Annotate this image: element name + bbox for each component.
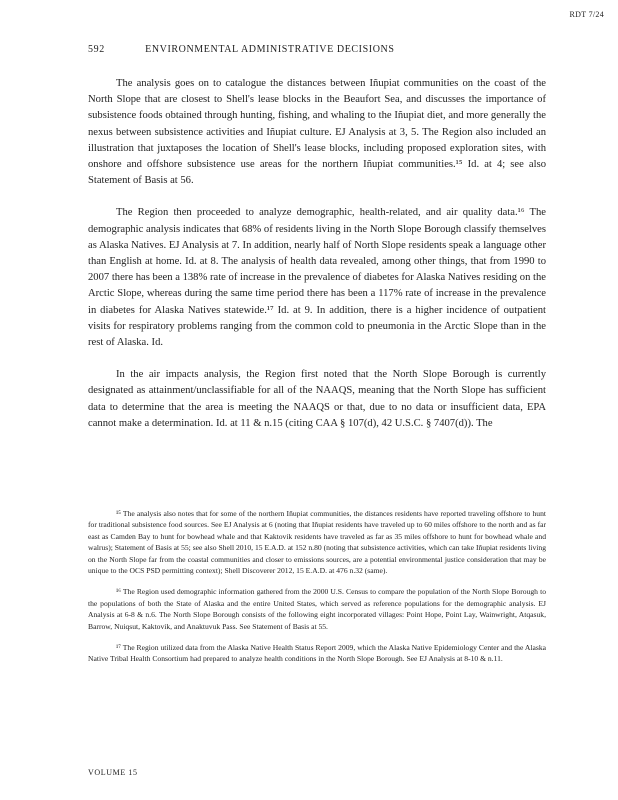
footnotes (88, 508, 546, 675)
body-paragraph: In the air impacts analysis, the Region first noted that the North Slope Borough is currently designated as attainment/unclassifiable for all of the NAAQS, meaning that the North Slope has sufficient data to determine that the area is meeting the NAAQS or that, due to no data or insufficient data, EPA cannot make a determination. Id. at 11 & n.15 (citing CAA § 107(d), 42 U.S.C. § 7407(d)). The (88, 369, 546, 429)
footnote: ¹⁷ The Region utilized data from the Alaska Native Health Status Report 2009, which the Alaska Native Epidemiology Center and the Alaska Native Tribal Health Consortium had prepared to analyze health conditions in the North Slope Borough. See EJ Analysis at 8-10 & n.11. (88, 643, 546, 664)
document-id: RDT 7/24 (569, 10, 604, 19)
footnote: ¹⁶ The Region used demographic information gathered from the 2000 U.S. Census to compare the population of the North Slope Borough to the populations of both the State of Alaska and the entire United States, which served as reference populations for the demographic analysis. EJ Analysis at 6-8 & n.6. The North Slope Borough consists of the following eight incorporated villages: Point Hope, Point Lay, Wainwright, Atqasuk, Barrow, Nuiqsut, Kaktovik, and Anaktuvuk Pass. See Statement of Basis at 55. (88, 587, 546, 631)
body-paragraph: The analysis goes on to catalogue the distances between Iñupiat communities on the coast of the North Slope that are closest to Shell's lease blocks in the Beaufort Sea, and discusses the importance of subsistence foods obtained through hunting, fishing, and whaling to the Iñupiat diet, and more generally the nexus between subsistence activities and Iñupiat culture. EJ Analysis at 3, 5. The Region also included an illustration that juxtaposes the location of Shell's lease blocks, including proposed exploration sites, with onshore and offshore subsistence use areas for the northern Iñupiat communities.¹⁵ Id. at 4; see also Statement of Basis at 56. (88, 78, 546, 187)
page-number: 592 (88, 44, 105, 55)
volume-footer: VOLUME 15 (88, 768, 138, 777)
footnote: ¹⁵ The analysis also notes that for some of the northern Iñupiat communities, the distances residents have reported traveling offshore to hunt for traditional subsistence food sources. See EJ Analysis at 6 (noting that Iñupiat residents have traveled up to 60 miles offshore to the north and as far east as Camden Bay to hunt for bowhead whale and that Kaktovik residents have traveled as far as 35 miles offshore to hunt for bowhead whale and walrus); Statement of Basis at 55; see also Shell 2010, 15 E.A.D. at 152 n.80 (noting that subsistence activities, which can take Iñupiat residents living on the North Slope far from the coastal communities and closer to emissions sources, are a potential environmental justice consideration that may be unique to the OCS PSD permitting context); Shell Discoverer 2012, 15 E.A.D. at 476 n.32 (same). (88, 509, 546, 576)
body-text (88, 76, 546, 448)
running-title: ENVIRONMENTAL ADMINISTRATIVE DECISIONS (145, 44, 395, 55)
body-paragraph: The Region then proceeded to analyze demographic, health-related, and air quality data.¹⁶ The demographic analysis indicates that 68% of residents living in the North Slope Borough classify themselves as Alaska Natives. EJ Analysis at 7. In addition, nearly half of North Slope residents speak a language other than English at home. Id. at 8. The analysis of health data revealed, among other things, that from 1990 to 2007 there has been a 138% rate of increase in the prevalence of diabetes for Alaska Natives residing on the Arctic Slope, whereas during the same time period there has been a 117% rate of increase in the prevalence in diabetes for Alaska Natives statewide.¹⁷ Id. at 9. In addition, there is a higher incidence of outpatient visits for respiratory problems ranging from the common cold to pneumonia in the Arctic Slope than in the rest of Alaska. Id. (88, 207, 546, 349)
running-header (88, 44, 558, 55)
